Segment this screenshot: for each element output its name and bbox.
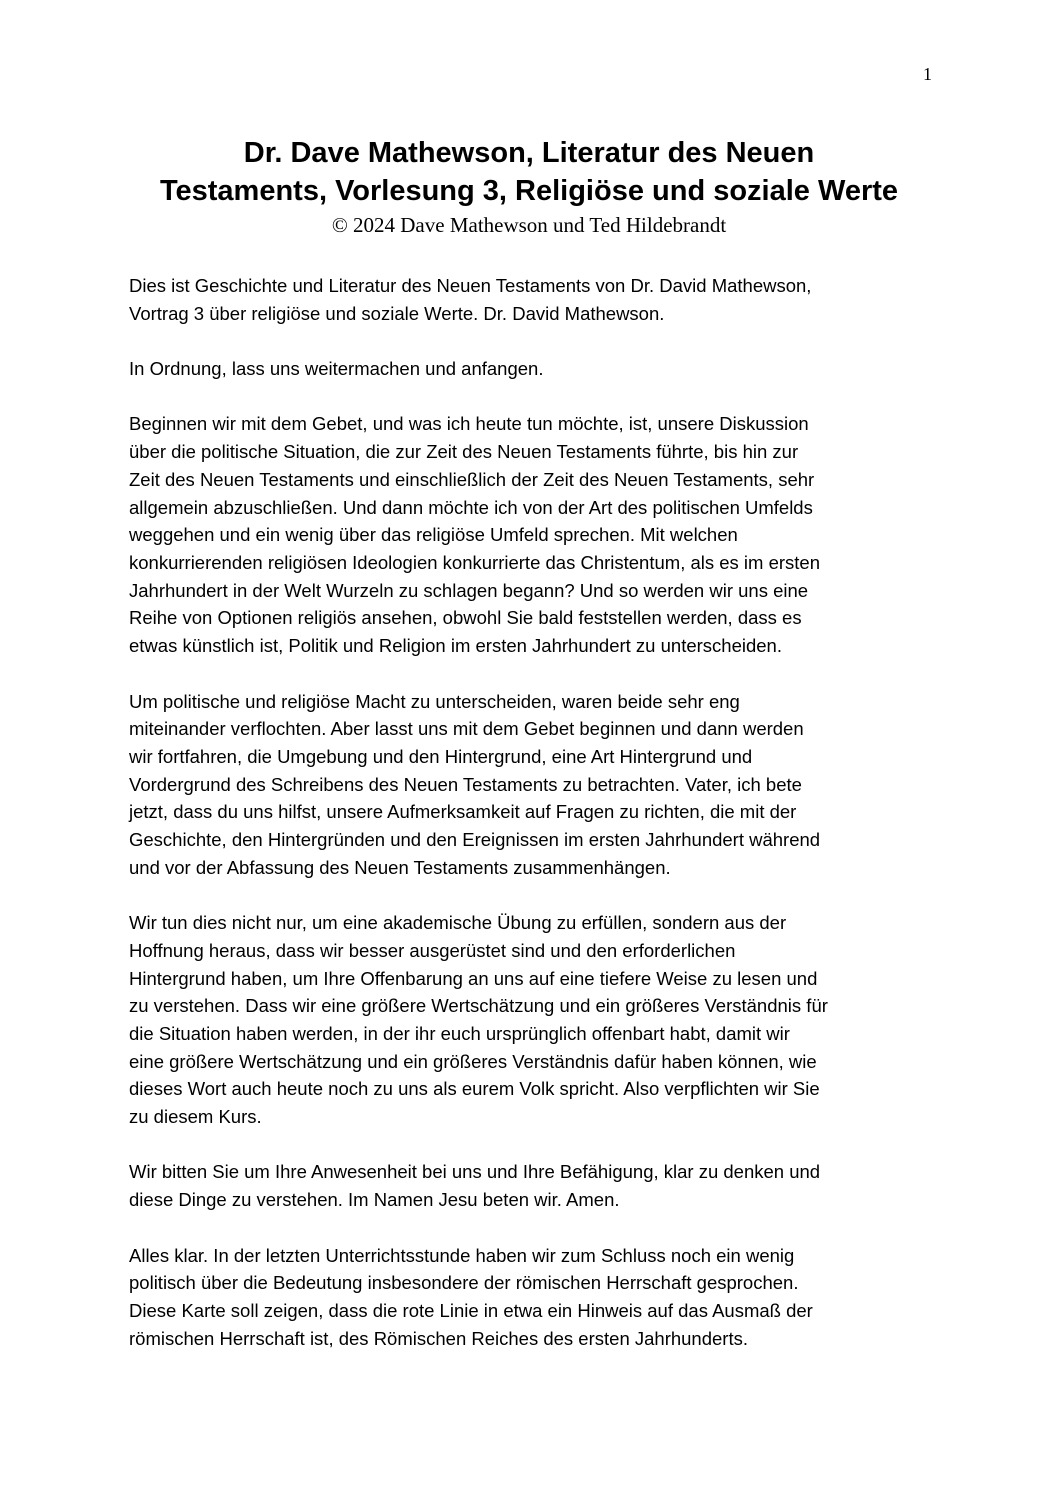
text-line: Vortrag 3 über religiöse und soziale Werte. Dr. David Mathewson. [129, 302, 665, 324]
text-line: römischen Herrschaft ist, des Römischen Reiches des ersten Jahrhunderts. [129, 1327, 748, 1349]
text-line: Vordergrund des Schreibens des Neuen Testaments zu betrachten. Vater, ich bete [129, 773, 802, 795]
text-line: Geschichte, den Hintergründen und den Ereignissen im ersten Jahrhundert während [129, 829, 821, 851]
document-title-line: Testaments, Vorlesung 3, Religiöse und soziale Werte [159, 175, 899, 207]
text-line: jetzt, dass du uns hilfst, unsere Aufmerksamkeit auf Fragen zu richten, die mit der [129, 801, 797, 823]
text-line: Diese Karte soll zeigen, dass die rote Linie in etwa ein Hinweis auf das Ausmaß der [129, 1299, 813, 1321]
text-line: über die politische Situation, die zur Zeit des Neuen Testaments führte, bis hin zur [129, 441, 799, 463]
paragraph [129, 1158, 939, 1213]
text-line: Um politische und religiöse Macht zu unterscheiden, waren beide sehr eng [129, 690, 740, 712]
text-line: und vor der Abfassung des Neuen Testaments zusammenhängen. [129, 856, 671, 878]
text-line: Dies ist Geschichte und Literatur des Neuen Testaments von Dr. David Mathewson, [129, 275, 812, 296]
text-line: allgemein abzuschließen. Und dann möchte ich von der Art des politischen Umfelds [129, 496, 813, 518]
text-line: konkurrierenden religiösen Ideologien konkurrierte das Christentum, als es im ersten [129, 552, 821, 573]
text-line: politisch über die Bedeutung insbesondere der römischen Herrschaft gesprochen. [129, 1272, 799, 1294]
text-line: Hoffnung heraus, dass wir besser ausgerüstet sind und den erforderlichen [129, 939, 736, 961]
document-header [100, 134, 958, 238]
page-number: 1 [923, 64, 932, 84]
text-line: Jahrhundert in der Welt Wurzeln zu schlagen begann? Und so werden wir uns eine [129, 579, 809, 601]
text-line: Alles klar. In der letzten Unterrichtsstunde haben wir zum Schluss noch ein wenig [129, 1244, 795, 1266]
text-line: die Situation haben werden, in der ihr euch ursprünglich offenbart habt, damit wir [129, 1022, 790, 1044]
paragraph [129, 355, 939, 383]
text-line: weggehen und ein wenig über das religiöse Umfeld sprechen. Mit welchen [129, 524, 738, 546]
text-line: zu diesem Kurs. [129, 1106, 262, 1128]
text-line: Reihe von Optionen religiös ansehen, obwohl Sie bald feststellen werden, dass es [129, 607, 802, 629]
text-line: miteinander verflochten. Aber lasst uns mit dem Gebet beginnen und dann werden [129, 718, 804, 740]
paragraph [129, 272, 939, 327]
paragraph [129, 410, 939, 659]
text-line: diese Dinge zu verstehen. Im Namen Jesu beten wir. Amen. [129, 1189, 620, 1211]
text-line: wir fortfahren, die Umgebung und den Hintergrund, eine Art Hintergrund und [129, 745, 753, 767]
paragraph [129, 1242, 939, 1353]
copyright-notice: © 2024 Dave Mathewson und Ted Hildebrandt [331, 213, 727, 237]
text-line: Beginnen wir mit dem Gebet, und was ich heute tun möchte, ist, unsere Diskussion [129, 413, 809, 435]
text-line: Wir tun dies nicht nur, um eine akademische Übung zu erfüllen, sondern aus der [129, 912, 787, 934]
text-line: Wir bitten Sie um Ihre Anwesenheit bei uns und Ihre Befähigung, klar zu denken und [129, 1161, 821, 1183]
text-line: zu verstehen. Dass wir eine größere Wertschätzung und ein größeres Verständnis für [129, 995, 828, 1017]
document-body [129, 272, 939, 1380]
paragraph [129, 909, 939, 1131]
text-line: eine größere Wertschätzung und ein größeres Verständnis dafür haben können, wie [129, 1050, 817, 1072]
text-line: In Ordnung, lass uns weitermachen und anfangen. [129, 358, 544, 380]
document-title-line: Dr. Dave Mathewson, Literatur des Neuen [243, 137, 815, 169]
text-line: Zeit des Neuen Testaments und einschließlich der Zeit des Neuen Testaments, sehr [129, 468, 815, 490]
text-line: dieses Wort auch heute noch zu uns als eurem Volk spricht. Also verpflichten wir Sie [129, 1078, 820, 1100]
text-line: etwas künstlich ist, Politik und Religion im ersten Jahrhundert zu unterscheiden. [129, 635, 782, 657]
text-line: Hintergrund haben, um Ihre Offenbarung an uns auf eine tiefere Weise zu lesen und [129, 967, 818, 989]
paragraph [129, 688, 939, 882]
